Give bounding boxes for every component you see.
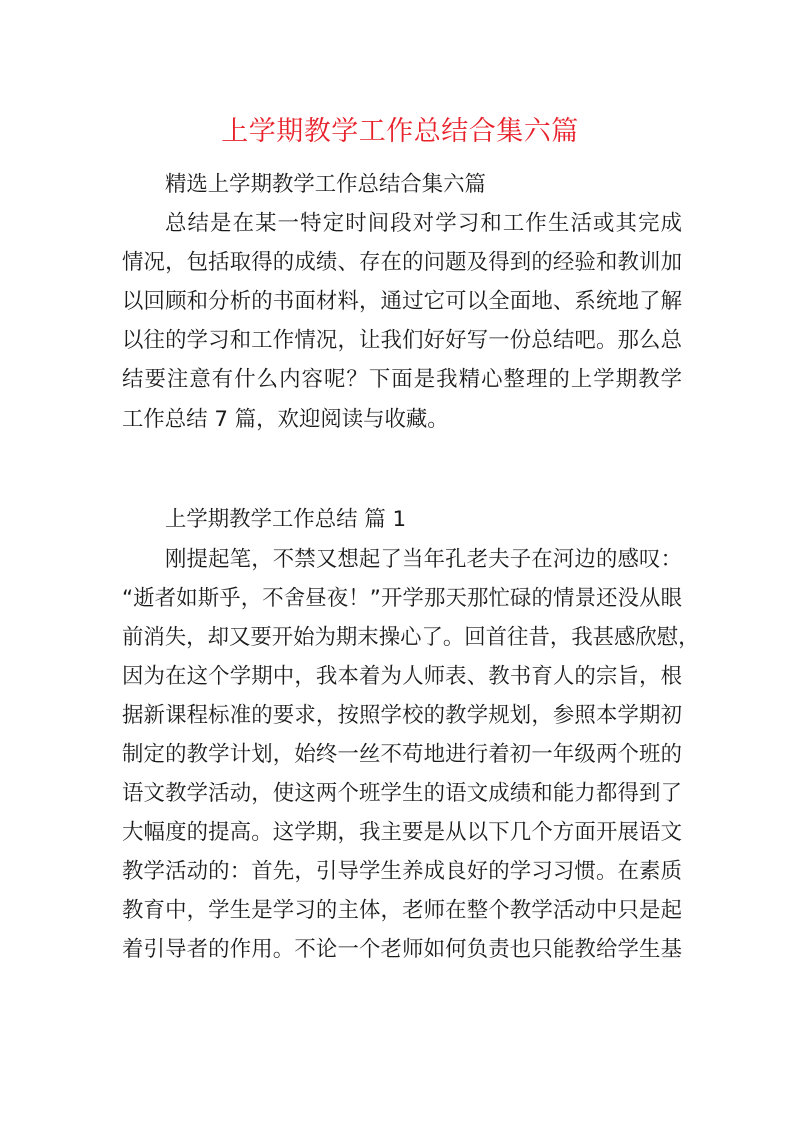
body-line: “逝者如斯乎，不舍昼夜！”开学那天那忙碌的情景还没从眼 xyxy=(122,586,682,611)
body-line: 教学活动的：首先，引导学生养成良好的学习习惯。在素质 xyxy=(122,859,682,884)
document-title: 上学期教学工作总结合集六篇 xyxy=(221,116,579,147)
body-line: 刚提起笔，不禁又想起了当年孔老夫子在河边的感叹： xyxy=(165,547,682,572)
intro-line: 以往的学习和工作情况，让我们好好写一份总结吧。那么总 xyxy=(122,328,682,353)
intro-line: 以回顾和分析的书面材料，通过它可以全面地、系统地了解 xyxy=(122,289,682,314)
body-line: 语文教学活动，使这两个班学生的语文成绩和能力都得到了 xyxy=(122,781,682,806)
body-line: 因为在这个学期中，我本着为人师表、教书育人的宗旨，根 xyxy=(122,664,682,689)
body-line: 着引导者的作用。不论一个老师如何负责也只能教给学生基 xyxy=(122,937,682,962)
document-subtitle: 精选上学期教学工作总结合集六篇 xyxy=(165,172,486,197)
body-line: 制定的教学计划，始终一丝不苟地进行着初一年级两个班的 xyxy=(122,742,682,767)
intro-line: 结要注意有什么内容呢？下面是我精心整理的上学期教学 xyxy=(122,367,682,392)
body-line: 据新课程标准的要求，按照学校的教学规划，参照本学期初 xyxy=(122,703,682,728)
body-line: 教育中，学生是学习的主体，老师在整个教学活动中只是起 xyxy=(122,898,682,923)
body-line: 前消失，却又要开始为期末操心了。回首往昔，我甚感欣慰， xyxy=(122,625,700,650)
intro-line: 情况，包括取得的成绩、存在的问题及得到的经验和教训加 xyxy=(122,250,682,275)
intro-line: 总结是在某一特定时间段对学习和工作生活或其完成 xyxy=(165,211,682,236)
intro-line: 工作总结 7 篇，欢迎阅读与收藏。 xyxy=(122,407,449,432)
body-line: 大幅度的提高。这学期，我主要是从以下几个方面开展语文 xyxy=(122,820,682,845)
section-heading: 上学期教学工作总结 篇 1 xyxy=(165,507,407,532)
